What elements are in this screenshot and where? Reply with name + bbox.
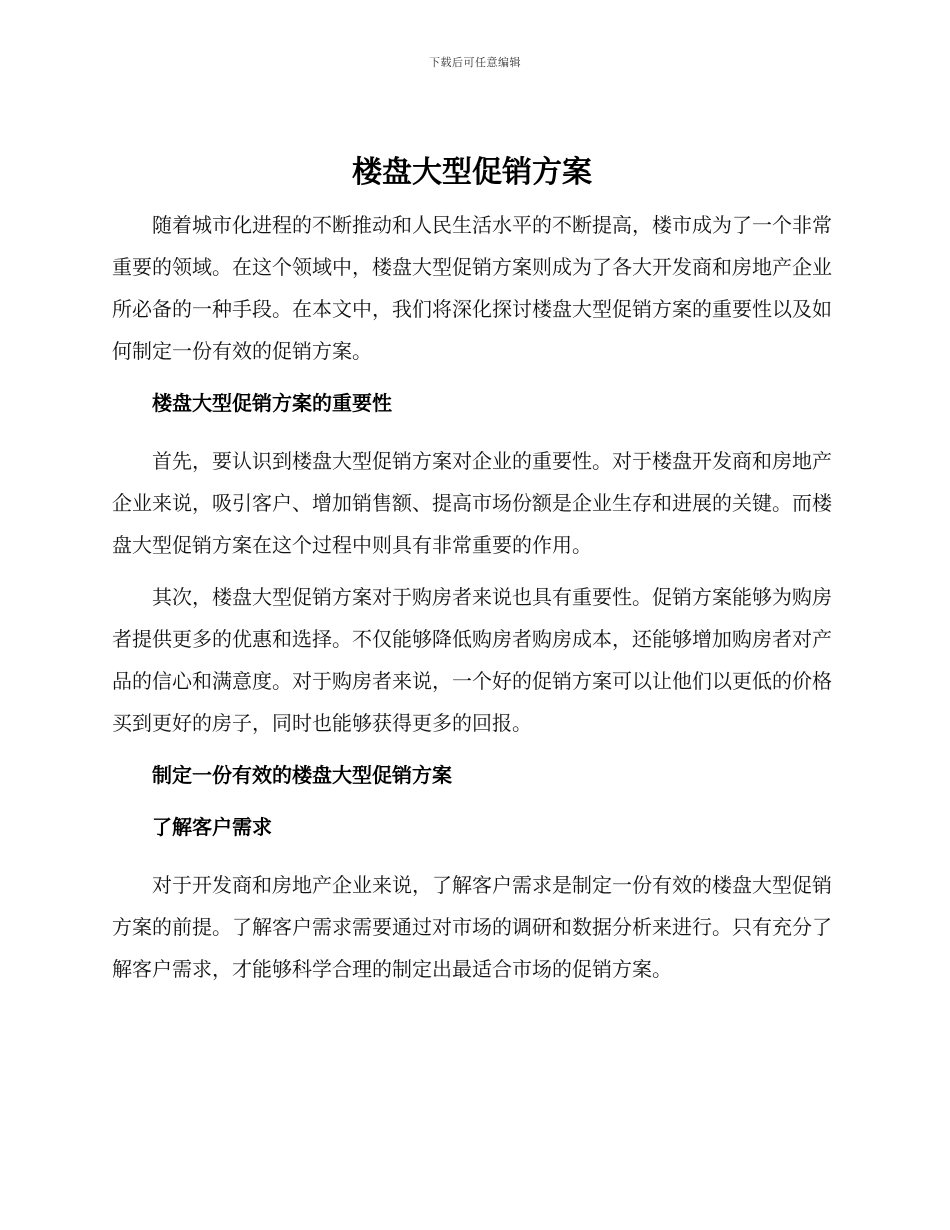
header-note: 下载后可任意编辑 <box>429 56 521 69</box>
paragraph-importance-enterprise: 首先，要认识到楼盘大型促销方案对企业的重要性。对于楼盘开发商和房地产企业来说，吸引客户、增加销售额、提高市场份额是企业生存和进展的关键。而楼盘大型促销方案在这个过程中则具有非常重要的作用。 <box>112 449 832 557</box>
section-heading-how-to: 制定一份有效的楼盘大型促销方案 <box>152 763 452 787</box>
paragraph-importance-buyer: 其次，楼盘大型促销方案对于购房者来说也具有重要性。促销方案能够为购房者提供更多的优惠和选择。不仅能够降低购房者购房成本，还能够增加购房者对产品的信心和满意度。对于购房者来说，一个好的促销方案可以让他们以更低的价格买到更好的房子，同时也能够获得更多的回报。 <box>112 585 832 735</box>
intro-paragraph: 随着城市化进程的不断推动和人民生活水平的不断提高，楼市成为了一个非常重要的领域。在这个领域中，楼盘大型促销方案则成为了各大开发商和房地产企业所必备的一种手段。在本文中，我们将深化探讨楼盘大型促销方案的重要性以及如何制定一份有效的促销方案。 <box>112 213 832 363</box>
subheading-customer-needs: 了解客户需求 <box>152 815 272 839</box>
section-heading-importance: 楼盘大型促销方案的重要性 <box>152 391 392 415</box>
document-body <box>112 150 832 1000</box>
paragraph-customer-needs: 对于开发商和房地产企业来说，了解客户需求是制定一份有效的楼盘大型促销方案的前提。了解客户需求需要通过对市场的调研和数据分析来进行。只有充分了解客户需求，才能够科学合理的制定出最适合市场的促销方案。 <box>112 873 832 981</box>
document-title: 楼盘大型促销方案 <box>352 155 592 190</box>
